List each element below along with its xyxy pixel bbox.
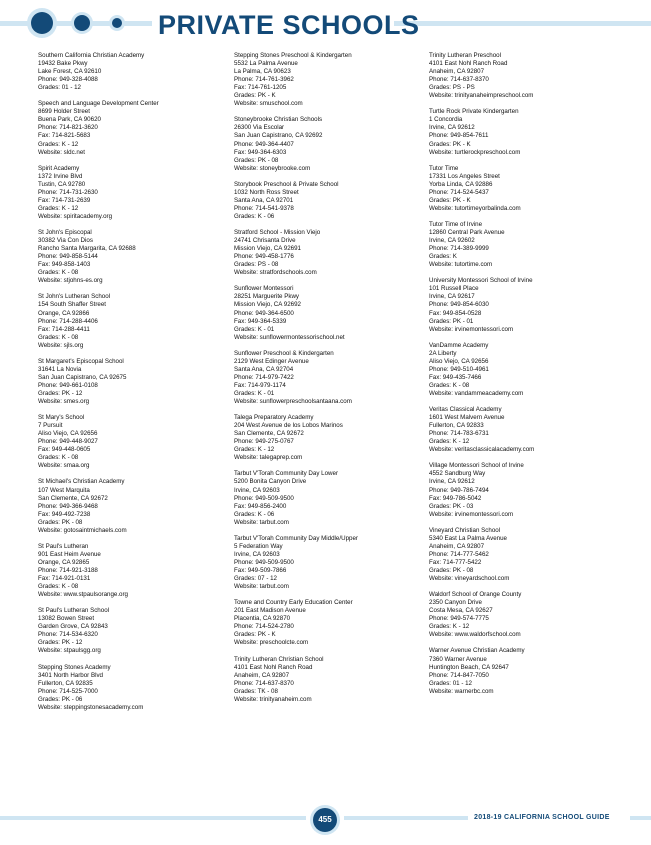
school-detail-line: Website: turtlerockpreschool.com: [429, 148, 521, 156]
school-detail-line: Buena Park, CA 90620: [38, 116, 101, 124]
school-entry: [234, 470, 434, 526]
school-detail-line: Grades: K - 12: [429, 623, 470, 631]
school-detail-line: Phone: 714-525-7000: [38, 687, 98, 695]
header-dot-medium: [74, 15, 90, 31]
school-detail-line: Phone: 949-858-5144: [38, 253, 98, 261]
school-detail-line: San Juan Capistrano, CA 92692: [234, 132, 323, 140]
school-detail-line: Rancho Santa Margarita, CA 92688: [38, 245, 136, 253]
school-detail-line: Irvine, CA 92617: [429, 293, 475, 301]
school-entry: [234, 116, 434, 172]
school-detail-line: Yorba Linda, CA 92886: [429, 180, 493, 188]
school-detail-line: Phone: 714-524-2780: [234, 623, 294, 631]
school-detail-line: Website: smes.org: [38, 398, 90, 406]
school-detail-line: Website: stjohns-es.org: [38, 277, 103, 285]
school-detail-line: Grades: K - 01: [234, 389, 275, 397]
school-detail-line: Fax: 714-777-5422: [429, 558, 482, 566]
school-entry: [38, 229, 238, 285]
school-entry: [429, 52, 629, 100]
school-entry: [38, 607, 238, 655]
school-name: Warner Avenue Christian Academy: [429, 647, 525, 655]
school-detail-line: Website: sunflowerpreschoolsantaana.com: [234, 398, 352, 406]
school-detail-line: Phone: 714-637-8370: [429, 76, 489, 84]
school-detail-line: Phone: 949-509-9500: [234, 558, 294, 566]
school-detail-line: 204 West Avenue de los Lobos Marinos: [234, 422, 343, 430]
school-detail-line: 4552 Sandburg Way: [429, 470, 486, 478]
school-entry: [429, 591, 629, 639]
school-detail-line: Fax: 714-761-1205: [234, 84, 287, 92]
school-detail-line: 5200 Bonita Canyon Drive: [234, 478, 307, 486]
school-name: Stoneybrooke Christian Schools: [234, 116, 323, 124]
school-name: Storybook Preschool & Private School: [234, 180, 339, 188]
school-detail-line: Anaheim, CA 92807: [429, 68, 485, 76]
school-detail-line: Website: preschoolcte.com: [234, 639, 309, 647]
school-entry: [429, 108, 629, 156]
school-entry: [38, 543, 238, 599]
school-detail-line: Phone: 949-364-4407: [234, 140, 294, 148]
school-detail-line: Fullerton, CA 92835: [38, 679, 93, 687]
school-detail-line: Website: tutortime.com: [429, 261, 493, 269]
school-detail-line: La Palma, CA 90623: [234, 68, 291, 76]
school-detail-line: Fax: 714-921-0131: [38, 575, 91, 583]
school-detail-line: Phone: 949-328-4088: [38, 76, 98, 84]
school-detail-line: Grades: PK - K: [429, 140, 471, 148]
school-entry: [234, 535, 434, 591]
school-detail-line: 19432 Bake Pkwy: [38, 60, 88, 68]
school-detail-line: Fax: 949-492-7238: [38, 510, 91, 518]
school-detail-line: Mission Viejo, CA 92691: [234, 245, 301, 253]
school-detail-line: Website: sldc.net: [38, 148, 86, 156]
school-detail-line: Grades: PK - 06: [38, 695, 83, 703]
school-detail-line: 1372 Irvine Blvd: [38, 172, 83, 180]
school-name: Stepping Stones Preschool & Kindergarten: [234, 52, 352, 59]
school-entry: [429, 221, 629, 269]
school-detail-line: 3401 North Harbor Blvd: [38, 671, 104, 679]
school-name: Sunflower Preschool & Kindergarten: [234, 349, 334, 357]
school-entry: [38, 414, 238, 470]
school-entry: [38, 165, 238, 221]
school-detail-line: 5340 East La Palma Avenue: [429, 534, 507, 542]
school-detail-line: Phone: 949-448-9027: [38, 438, 98, 446]
school-detail-line: 1601 West Malvern Avenue: [429, 414, 505, 422]
school-name: Trinity Lutheran Preschool: [429, 52, 501, 59]
school-detail-line: Grades: PS - 08: [234, 261, 279, 269]
school-detail-line: Grades: K - 12: [429, 438, 470, 446]
school-detail-line: Mission Viejo, CA 92692: [234, 301, 301, 309]
school-detail-line: Grades: K - 08: [38, 269, 79, 277]
school-detail-line: 31641 La Novia: [38, 365, 82, 373]
school-detail-line: Website: sunflowermontessorischool.net: [234, 333, 345, 341]
school-entry: [429, 277, 629, 333]
school-detail-line: 4101 East Nohl Ranch Road: [429, 60, 508, 68]
header-dot-small: [112, 18, 122, 28]
school-detail-line: San Clemente, CA 92672: [234, 430, 304, 438]
school-detail-line: Grades: 01 - 12: [429, 679, 472, 687]
school-detail-line: Phone: 714-921-3188: [38, 567, 98, 574]
school-detail-line: Fax: 949-854-0528: [429, 309, 482, 317]
school-entry: [429, 527, 629, 583]
school-entry: [38, 52, 238, 92]
school-name: VanDamme Academy: [429, 341, 489, 349]
school-detail-line: 17331 Los Angeles Street: [429, 172, 500, 180]
school-entry: [429, 342, 629, 398]
school-detail-line: Website: vineyardschool.com: [429, 575, 510, 583]
school-detail-line: Phone: 949-364-6500: [234, 309, 294, 317]
school-detail-line: Grades: K - 08: [38, 454, 79, 462]
school-detail-line: Irvine, CA 92603: [234, 550, 280, 558]
school-name: Trinity Lutheran Christian School: [234, 655, 324, 663]
school-detail-line: Website: stoneybrooke.com: [234, 164, 311, 172]
school-detail-line: Placentia, CA 92870: [234, 615, 291, 623]
school-detail-line: Santa Ana, CA 92701: [234, 196, 294, 204]
school-detail-line: Phone: 949-661-0108: [38, 381, 98, 389]
school-detail-line: 1032 North Ross Street: [234, 188, 299, 196]
school-detail-line: Irvine, CA 92612: [429, 478, 475, 486]
school-name: Talega Preparatory Academy: [234, 414, 314, 422]
school-name: Tarbut V'Torah Community Day Lower: [234, 470, 339, 478]
school-detail-line: Fax: 949-856-2400: [234, 502, 287, 510]
school-detail-line: Website: www.stpaulsorange.org: [38, 591, 128, 599]
school-detail-line: Website: spiritacademy.org: [38, 212, 113, 220]
school-detail-line: Phone: 949-854-7611: [429, 132, 489, 140]
school-detail-line: 2350 Canyon Drive: [429, 599, 482, 607]
school-detail-line: Phone: 949-786-7494: [429, 486, 489, 494]
school-detail-line: Fax: 949-448-0605: [38, 446, 91, 454]
school-detail-line: Website: stpaulsgg.org: [38, 647, 101, 655]
school-detail-line: 101 Russell Place: [429, 285, 479, 293]
school-detail-line: 201 East Madison Avenue: [234, 607, 306, 615]
school-detail-line: 107 West Marquita: [38, 486, 90, 494]
school-column-2: [234, 52, 434, 712]
school-detail-line: 2129 West Edinger Avenue: [234, 357, 309, 365]
school-entry: [429, 462, 629, 518]
school-name: St Paul's Lutheran School: [38, 607, 110, 615]
school-detail-line: Website: vandammeacademy.com: [429, 389, 524, 397]
school-name: Southern California Christian Academy: [38, 52, 145, 59]
school-name: St Paul's Lutheran: [38, 542, 89, 550]
school-entry: [234, 229, 434, 277]
school-entry: [234, 285, 434, 341]
school-entry: [38, 100, 238, 156]
school-detail-line: Grades: K - 12: [38, 140, 79, 148]
school-detail-line: 30382 Via Con Dios: [38, 237, 93, 245]
school-column-3: [429, 52, 629, 704]
school-detail-line: Grades: PK - 12: [38, 389, 83, 397]
school-detail-line: 8699 Holder Street: [38, 108, 90, 116]
school-detail-line: Website: veritasclassicalacademy.com: [429, 446, 535, 454]
school-detail-line: Grades: PK - 12: [38, 639, 83, 647]
school-detail-line: Tustin, CA 92780: [38, 180, 86, 188]
school-detail-line: Phone: 714-524-5437: [429, 188, 489, 196]
school-detail-line: 13082 Bowen Street: [38, 615, 95, 623]
school-detail-line: Grades: K - 01: [234, 325, 275, 333]
school-detail-line: Phone: 949-509-9500: [234, 494, 294, 502]
school-detail-line: Website: stratfordschools.com: [234, 269, 317, 277]
school-detail-line: Fax: 714-731-2639: [38, 196, 91, 204]
school-detail-line: Fax: 949-364-6303: [234, 148, 287, 156]
school-detail-line: 7 Pursuit: [38, 422, 63, 430]
school-detail-line: Grades: PK - 08: [38, 518, 83, 526]
page-number: 455: [313, 808, 337, 832]
school-detail-line: 5532 La Palma Avenue: [234, 60, 298, 68]
school-detail-line: Website: warnerbc.com: [429, 687, 494, 695]
footer-rule-right: [344, 816, 468, 820]
school-detail-line: Phone: 714-541-9378: [234, 204, 294, 212]
school-detail-line: Phone: 949-275-0767: [234, 438, 294, 446]
school-detail-line: Grades: PK - K: [234, 631, 276, 639]
school-detail-line: Fax: 714-979-1174: [234, 381, 286, 389]
school-name: Sunflower Montessori: [234, 285, 294, 293]
school-detail-line: 1 Concordia: [429, 116, 463, 124]
school-name: Tutor Time of Irvine: [429, 220, 483, 228]
school-detail-line: Website: irvinemontessori.com: [429, 325, 514, 333]
school-detail-line: 26300 Via Escolar: [234, 124, 285, 132]
school-detail-line: Fax: 949-786-5042: [429, 494, 482, 502]
school-detail-line: Orange, CA 92866: [38, 309, 90, 317]
school-entry: [429, 647, 629, 695]
school-detail-line: 2A Liberty: [429, 349, 457, 357]
school-detail-line: Fax: 949-858-1403: [38, 261, 91, 269]
school-detail-line: Phone: 714-389-9999: [429, 245, 489, 253]
school-detail-line: Irvine, CA 92602: [429, 237, 475, 245]
school-detail-line: Phone: 714-847-7050: [429, 671, 489, 679]
school-detail-line: Website: smuschool.com: [234, 100, 303, 108]
school-name: St Mary's School: [38, 414, 85, 422]
school-detail-line: Grades: K - 08: [429, 381, 470, 389]
school-detail-line: Website: irvinemontessori.com: [429, 510, 514, 518]
school-detail-line: Garden Grove, CA 92843: [38, 623, 108, 631]
school-detail-line: Grades: PK - 01: [429, 317, 474, 325]
school-detail-line: Irvine, CA 92612: [429, 124, 475, 132]
school-detail-line: Website: trinityanaheimpreschool.com: [429, 92, 534, 100]
school-entry: [234, 656, 434, 704]
school-detail-line: San Juan Capistrano, CA 92675: [38, 373, 127, 381]
school-detail-line: Phone: 714-979-7422: [234, 373, 294, 381]
school-detail-line: Grades: PK - 03: [429, 502, 474, 510]
school-detail-line: Grades: K: [429, 253, 457, 261]
school-name: Village Montessori School of Irvine: [429, 462, 524, 470]
school-entry: [234, 181, 434, 221]
school-entry: [234, 599, 434, 647]
school-detail-line: Grades: PK - 08: [234, 156, 279, 164]
school-column-1: [38, 52, 238, 720]
school-detail-line: Grades: K - 06: [234, 510, 275, 518]
school-detail-line: Phone: 714-731-2630: [38, 188, 98, 196]
school-detail-line: Grades: PK - 08: [429, 567, 474, 574]
school-name: Stepping Stones Academy: [38, 663, 111, 671]
school-detail-line: Orange, CA 92865: [38, 558, 90, 566]
school-detail-line: Huntington Beach, CA 92647: [429, 663, 509, 671]
header-rule-right: [394, 21, 651, 26]
school-detail-line: Grades: K - 12: [38, 204, 79, 212]
school-name: St Margaret's Episcopal School: [38, 357, 124, 365]
school-detail-line: Aliso Viejo, CA 92656: [429, 357, 489, 365]
school-detail-line: Costa Mesa, CA 92627: [429, 607, 493, 615]
school-detail-line: Grades: PK - K: [429, 196, 471, 204]
school-detail-line: Irvine, CA 92603: [234, 486, 280, 494]
school-name: Veritas Classical Academy: [429, 406, 502, 414]
school-detail-line: Website: tarbut.com: [234, 583, 289, 591]
school-detail-line: Grades: K - 08: [38, 333, 79, 341]
school-detail-line: Website: sjls.org: [38, 341, 84, 349]
school-detail-line: Santa Ana, CA 92704: [234, 365, 294, 373]
school-detail-line: Website: www.waldorfschool.com: [429, 631, 521, 639]
school-detail-line: 28251 Marguerite Pkwy: [234, 293, 300, 301]
school-name: St Michael's Christian Academy: [38, 478, 125, 486]
school-detail-line: Fax: 949-509-7866: [234, 567, 287, 574]
school-detail-line: Anaheim, CA 92807: [429, 542, 485, 550]
page-title: PRIVATE SCHOOLS: [158, 10, 420, 40]
school-detail-line: Grades: K - 12: [234, 446, 275, 454]
school-detail-line: 154 South Shaffer Street: [38, 301, 106, 309]
school-detail-line: Grades: TK - 08: [234, 687, 278, 695]
school-detail-line: Phone: 949-574-7775: [429, 615, 489, 623]
school-detail-line: Aliso Viejo, CA 92656: [38, 430, 98, 438]
header-dot-large: [31, 12, 53, 34]
school-detail-line: Website: gotosaintmichaels.com: [38, 526, 127, 534]
school-entry: [234, 414, 434, 462]
school-detail-line: San Clemente, CA 92672: [38, 494, 108, 502]
school-name: Tutor Time: [429, 164, 459, 172]
school-entry: [38, 358, 238, 406]
school-detail-line: 5 Federation Way: [234, 542, 283, 550]
school-detail-line: Lake Forest, CA 92610: [38, 68, 102, 76]
school-detail-line: Anaheim, CA 92807: [234, 671, 290, 679]
footer-rule-left: [0, 816, 306, 820]
school-detail-line: Grades: K - 08: [38, 583, 79, 591]
school-entry: [234, 52, 434, 108]
school-name: St John's Lutheran School: [38, 293, 111, 301]
school-detail-line: Website: tarbut.com: [234, 518, 289, 526]
school-detail-line: Phone: 949-510-4961: [429, 365, 489, 373]
school-detail-line: Fax: 949-364-5339: [234, 317, 287, 325]
school-detail-line: Fullerton, CA 92833: [429, 422, 484, 430]
school-name: Spirit Academy: [38, 164, 80, 172]
school-detail-line: 24741 Chrisanta Drive: [234, 237, 296, 245]
school-detail-line: Phone: 714-821-3620: [38, 124, 98, 132]
footer-rule-end: [630, 816, 651, 820]
school-name: Speech and Language Development Center: [38, 100, 159, 108]
header-rule-middle: [42, 21, 152, 26]
school-detail-line: Website: smaa.org: [38, 462, 90, 470]
school-detail-line: Fax: 949-435-7466: [429, 373, 482, 381]
school-name: Tarbut V'Torah Community Day Middle/Upper: [234, 534, 358, 542]
school-detail-line: Phone: 714-534-6320: [38, 631, 98, 639]
school-detail-line: 7360 Warner Avenue: [429, 655, 487, 663]
school-entry: [234, 350, 434, 406]
school-detail-line: Phone: 714-777-5462: [429, 550, 489, 558]
guide-title: 2018-19 CALIFORNIA SCHOOL GUIDE: [474, 814, 610, 821]
school-name: Vineyard Christian School: [429, 526, 501, 534]
school-detail-line: Phone: 949-458-1776: [234, 253, 294, 261]
school-detail-line: Fax: 714-821-5683: [38, 132, 91, 140]
school-entry: [38, 664, 238, 712]
school-detail-line: 12860 Central Park Avenue: [429, 229, 505, 237]
school-detail-line: Phone: 714-288-4406: [38, 317, 98, 325]
school-detail-line: Phone: 949-854-6030: [429, 301, 489, 309]
school-detail-line: Website: talegaprep.com: [234, 454, 303, 462]
school-detail-line: Phone: 949-366-9468: [38, 502, 98, 510]
school-detail-line: Website: steppingstonesacademy.com: [38, 703, 144, 711]
school-detail-line: Grades: PS - PS: [429, 84, 475, 92]
school-entry: [429, 165, 629, 213]
school-detail-line: Grades: PK - K: [234, 92, 276, 100]
school-detail-line: Phone: 714-761-3962: [234, 76, 294, 84]
school-detail-line: Website: trinityanaheim.com: [234, 695, 312, 703]
school-detail-line: Grades: 01 - 12: [38, 84, 81, 92]
school-detail-line: Grades: K - 06: [234, 212, 275, 220]
school-name: St John's Episcopal: [38, 229, 92, 237]
school-detail-line: Grades: 07 - 12: [234, 575, 277, 583]
school-entry: [38, 478, 238, 534]
school-entry: [38, 293, 238, 349]
school-detail-line: 901 East Heim Avenue: [38, 550, 101, 558]
school-detail-line: Phone: 714-783-6731: [429, 430, 489, 438]
school-detail-line: Website: tutortimeyorbalinda.com: [429, 204, 521, 212]
school-name: Waldorf School of Orange County: [429, 591, 522, 599]
school-name: University Montessori School of Irvine: [429, 277, 533, 285]
school-name: Towne and Country Early Education Center: [234, 599, 353, 607]
school-name: Turtle Rock Private Kindergarten: [429, 108, 519, 116]
school-detail-line: 4101 East Nohl Ranch Road: [234, 663, 313, 671]
school-entry: [429, 406, 629, 454]
school-name: Stratford School - Mission Viejo: [234, 229, 321, 237]
school-detail-line: Phone: 714-637-8370: [234, 679, 294, 687]
school-detail-line: Fax: 714-288-4411: [38, 325, 90, 333]
